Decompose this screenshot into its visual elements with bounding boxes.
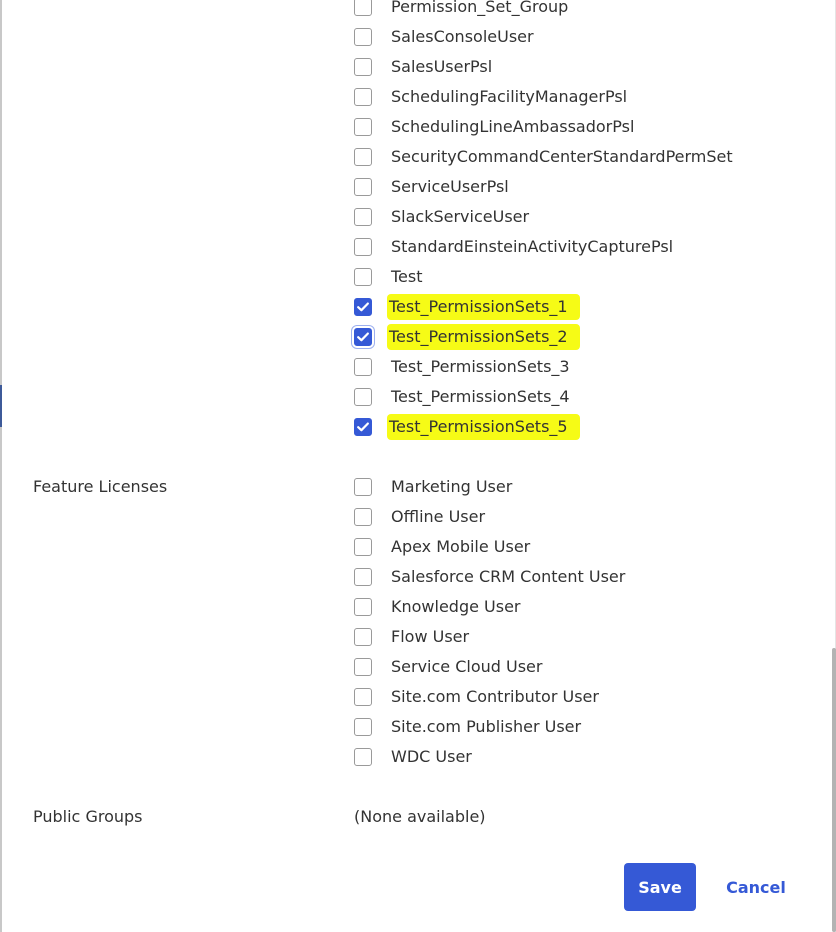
checkbox-unchecked[interactable] bbox=[354, 388, 372, 406]
checkbox-unchecked[interactable] bbox=[354, 358, 372, 376]
checkbox-label: Knowledge User bbox=[391, 597, 521, 616]
feature-licenses-label: Feature Licenses bbox=[33, 477, 168, 496]
checkbox-label: Site.com Publisher User bbox=[391, 717, 582, 736]
checkbox-option[interactable] bbox=[354, 82, 735, 112]
checkbox-label: Service Cloud User bbox=[391, 657, 543, 676]
checkbox-option[interactable] bbox=[354, 502, 627, 532]
checkbox-unchecked[interactable] bbox=[354, 658, 372, 676]
checkbox-option[interactable] bbox=[354, 592, 627, 622]
checkbox-option[interactable] bbox=[354, 112, 735, 142]
checkbox-option[interactable] bbox=[354, 52, 735, 82]
checkbox-unchecked[interactable] bbox=[354, 58, 372, 76]
checkbox-unchecked[interactable] bbox=[354, 178, 372, 196]
permission-sets-list bbox=[354, 0, 735, 442]
save-button[interactable]: Save bbox=[624, 863, 696, 911]
checkbox-option[interactable] bbox=[354, 742, 627, 772]
checkbox-label: SlackServiceUser bbox=[391, 207, 530, 226]
public-groups-value: (None available) bbox=[354, 807, 486, 826]
checkbox-label: Salesforce CRM Content User bbox=[391, 567, 626, 586]
checkbox-option[interactable] bbox=[354, 532, 627, 562]
checkbox-label: SalesConsoleUser bbox=[391, 27, 534, 46]
checkbox-option[interactable] bbox=[354, 22, 735, 52]
checkbox-option[interactable] bbox=[354, 262, 735, 292]
checkbox-unchecked[interactable] bbox=[354, 508, 372, 526]
checkbox-label: Test_PermissionSets_4 bbox=[391, 387, 570, 406]
checkmark-icon bbox=[357, 422, 369, 432]
checkbox-unchecked[interactable] bbox=[354, 598, 372, 616]
left-border-accent bbox=[0, 385, 2, 427]
checkbox-unchecked[interactable] bbox=[354, 28, 372, 46]
checkbox-label: Site.com Contributor User bbox=[391, 687, 599, 706]
checkbox-unchecked[interactable] bbox=[354, 208, 372, 226]
checkbox-option[interactable] bbox=[354, 142, 735, 172]
checkbox-unchecked[interactable] bbox=[354, 238, 372, 256]
checkbox-label: SchedulingLineAmbassadorPsl bbox=[391, 117, 635, 136]
checkbox-unchecked[interactable] bbox=[354, 628, 372, 646]
checkbox-option[interactable] bbox=[354, 652, 627, 682]
checkbox-unchecked[interactable] bbox=[354, 568, 372, 586]
checkbox-label: Test_PermissionSets_3 bbox=[391, 357, 570, 376]
checkbox-option[interactable] bbox=[354, 622, 627, 652]
public-groups-label: Public Groups bbox=[33, 807, 143, 826]
checkbox-unchecked[interactable] bbox=[354, 688, 372, 706]
left-border bbox=[0, 0, 2, 932]
checkbox-label: SchedulingFacilityManagerPsl bbox=[391, 87, 628, 106]
checkbox-label: Permission_Set_Group bbox=[391, 0, 569, 16]
checkbox-unchecked[interactable] bbox=[354, 748, 372, 766]
checkbox-unchecked[interactable] bbox=[354, 268, 372, 286]
checkbox-label: Offline User bbox=[391, 507, 486, 526]
checkbox-option[interactable] bbox=[354, 712, 627, 742]
checkbox-label: SalesUserPsl bbox=[391, 57, 493, 76]
checkbox-label: Test_PermissionSets_2 bbox=[387, 324, 580, 350]
checkbox-unchecked[interactable] bbox=[354, 538, 372, 556]
checkbox-option[interactable] bbox=[354, 0, 735, 22]
checkmark-icon bbox=[357, 302, 369, 312]
checkbox-option[interactable] bbox=[354, 472, 627, 502]
checkbox-label: Test_PermissionSets_5 bbox=[387, 414, 580, 440]
checkmark-icon bbox=[357, 332, 369, 342]
checkbox-checked[interactable] bbox=[354, 418, 372, 436]
checkbox-option[interactable] bbox=[354, 202, 735, 232]
checkbox-checked[interactable] bbox=[354, 328, 372, 346]
checkbox-unchecked[interactable] bbox=[354, 148, 372, 166]
checkbox-label: ServiceUserPsl bbox=[391, 177, 509, 196]
checkbox-option[interactable] bbox=[354, 682, 627, 712]
checkbox-option[interactable] bbox=[354, 562, 627, 592]
cancel-button[interactable]: Cancel bbox=[714, 863, 798, 911]
checkbox-label: Apex Mobile User bbox=[391, 537, 531, 556]
checkbox-label: Test_PermissionSets_1 bbox=[387, 294, 580, 320]
checkbox-label: StandardEinsteinActivityCapturePsl bbox=[391, 237, 674, 256]
checkbox-option[interactable] bbox=[354, 412, 735, 442]
checkbox-label: Marketing User bbox=[391, 477, 513, 496]
checkbox-unchecked[interactable] bbox=[354, 88, 372, 106]
checkbox-option[interactable] bbox=[354, 172, 735, 202]
checkbox-label: SecurityCommandCenterStandardPermSet bbox=[391, 147, 733, 166]
checkbox-label: Test bbox=[391, 267, 423, 286]
feature-licenses-list bbox=[354, 472, 627, 772]
checkbox-checked[interactable] bbox=[354, 298, 372, 316]
checkbox-option[interactable] bbox=[354, 292, 735, 322]
checkbox-option[interactable] bbox=[354, 322, 735, 352]
checkbox-unchecked[interactable] bbox=[354, 118, 372, 136]
checkbox-label: Flow User bbox=[391, 627, 470, 646]
checkbox-unchecked[interactable] bbox=[354, 478, 372, 496]
checkbox-unchecked[interactable] bbox=[354, 0, 372, 16]
checkbox-unchecked[interactable] bbox=[354, 718, 372, 736]
checkbox-label: WDC User bbox=[391, 747, 472, 766]
checkbox-option[interactable] bbox=[354, 232, 735, 262]
checkbox-option[interactable] bbox=[354, 352, 735, 382]
scrollbar-thumb[interactable] bbox=[832, 648, 836, 932]
checkbox-option[interactable] bbox=[354, 382, 735, 412]
